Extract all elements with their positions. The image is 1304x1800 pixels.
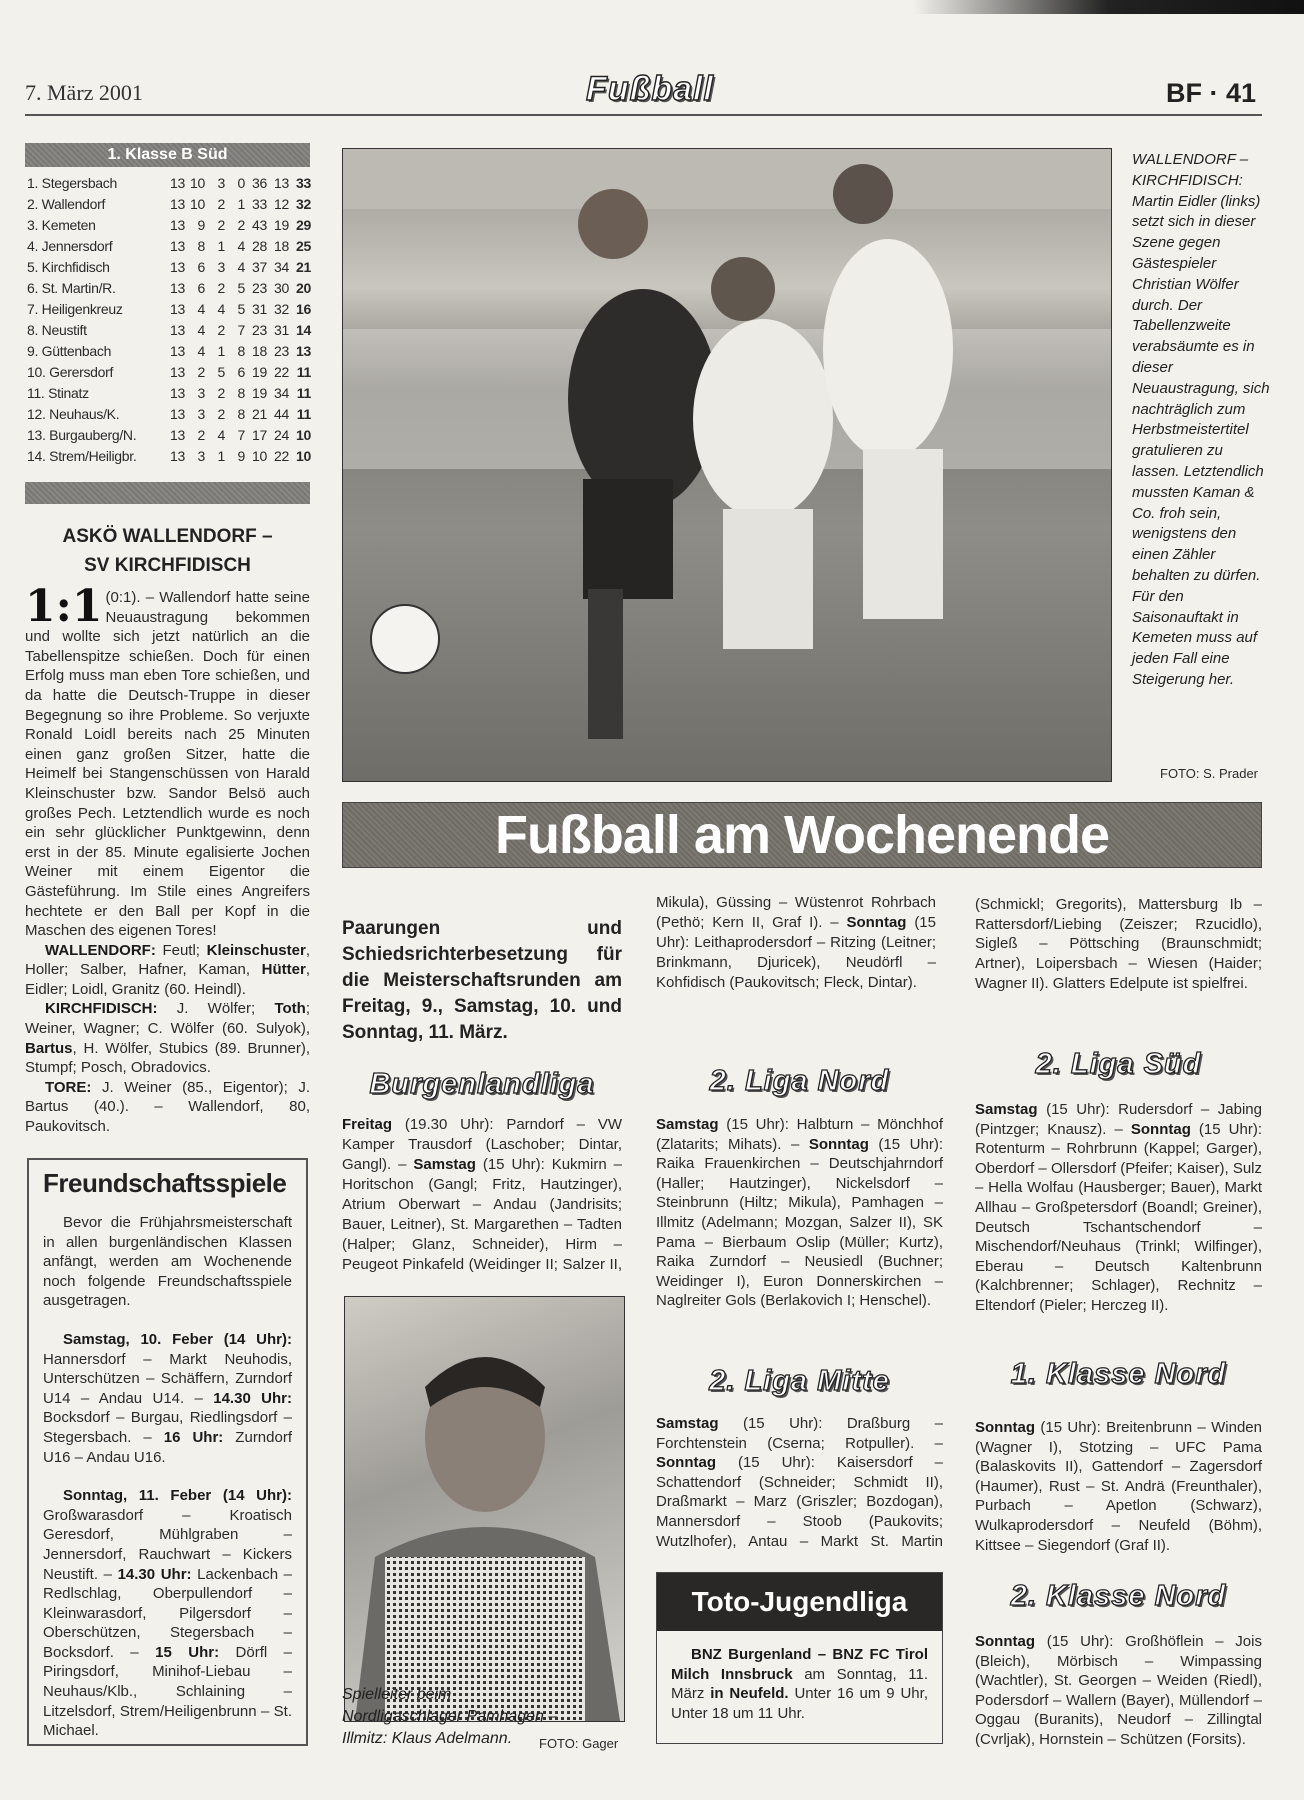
- burgenlandliga-fixtures-part2: [656, 893, 936, 1053]
- stat-cell: 2: [197, 427, 205, 443]
- stat-cell: 22: [274, 448, 289, 464]
- text-segment: (15 Uhr): Großhöflein – Jois (Bleich), Mörbisch – Wimpassing (Wachtler), St. Georgen – Weiden (Riedl), Podersdorf – Wallern (Bayer), Müllendorf – Oggau (Buranits), Neudorf – Zillingtal (Cvrljak), Hornstein – Schützen (Forsits).: [975, 1633, 1262, 1748]
- stat-cell: 33: [252, 196, 267, 212]
- liga-sued-fixtures: [975, 1100, 1262, 1316]
- stat-cell: 28: [252, 238, 267, 254]
- table-row: [27, 215, 310, 236]
- liga-mitte-heading: 2. Liga Mitte: [709, 1365, 890, 1397]
- stat-cell: 2: [197, 364, 205, 380]
- stat-cell: 13: [170, 406, 185, 422]
- team-name: 7. Heiligenkreuz: [27, 301, 123, 317]
- table-row: [27, 257, 310, 278]
- paragraph: [671, 1645, 928, 1723]
- paragraph: [43, 1486, 292, 1741]
- points: 11: [296, 385, 311, 401]
- liga-mitte-fixtures-part2: [975, 895, 1262, 1015]
- stat-cell: 24: [274, 427, 289, 443]
- text-segment: (0:1). – Wallendorf hatte seine Neuaustragung bekommen und wollte sich jetzt natürlich an die Tabellenspitze schießen. Doch für einen Erfolg muss man eben Tore schießen, und da hatte die Deutsch-Truppe in dieser Begegnung so ihre Probleme. So verjuxte Ronald Loidl bereits nach 25 Minuten einen ganz großen Sitzer, hatte die Heimelf bei Stangenschüssen von Harald Kleinschuster bzw. Sandor Belsö auch großes Pech. Letztendlich wurde es noch ein sehr glücklicher Punktgewinn, denn erst in der 85. Minute egalisierte Jochen Weiner mit einem Eigentor die Gästeführung. Im Stile eines Angreifers hechtete er den Ball per Kopf in die Maschen des eigenen Tores!: [25, 589, 310, 940]
- paragraph: [25, 941, 310, 1000]
- stat-cell: 1: [217, 448, 225, 464]
- paragraph: [25, 581, 310, 941]
- stat-cell: 31: [274, 322, 289, 338]
- text-segment: (15 Uhr): Rotenturm – Rohrbrunn (Kappel; Garger), Oberdorf – Ollersdorf (Pfeifer; Kaiser), Sulz – Hella Wolfau (Hausberger; Bauer), Markt Allhau – Großpetersdorf (Boandl; Greiner), Deutsch Tschantschendorf – Mischendorf/Neuhaus (Trinkl; Wilfinger), Eberau – Deutsch Kaltenbrunn (Kalchbrenner; Schlager), Rechnitz – Eltendorf (Pieler; Herczeg II).: [975, 1120, 1262, 1314]
- table-row: [27, 278, 310, 299]
- referee-photo-image: [345, 1297, 624, 1721]
- stat-cell: 13: [170, 385, 185, 401]
- paragraph: [975, 895, 1262, 993]
- headline-line-1: ASKÖ WALLENDORF –: [62, 526, 273, 547]
- stat-cell: 10: [190, 196, 205, 212]
- points: 25: [296, 238, 311, 254]
- stat-cell: 17: [252, 427, 267, 443]
- stat-cell: 23: [274, 343, 289, 359]
- text-segment: Bevor die Frühjahrsmeisterschaft in allen burgenländischen Klassen anfängt, werden am Wochenende noch folgende Freundschaftsspiele ausgetragen.: [43, 1214, 292, 1310]
- stat-cell: 8: [237, 343, 245, 359]
- stat-cell: 0: [237, 175, 245, 191]
- team-name: 4. Jennersdorf: [27, 238, 113, 254]
- stat-cell: 7: [237, 427, 245, 443]
- table-row: [27, 362, 310, 383]
- bold-text: Sonntag: [808, 1135, 869, 1153]
- article-headline: [25, 522, 310, 580]
- stat-cell: 22: [274, 364, 289, 380]
- stat-cell: 13: [170, 217, 185, 233]
- stat-cell: 13: [170, 322, 185, 338]
- points: 11: [296, 406, 311, 422]
- text-segment: Bocksdorf – Burgau, Riedlingsdorf – Stegersbach. –: [43, 1409, 292, 1446]
- team-name: 2. Wallendorf: [27, 196, 106, 212]
- stat-cell: 9: [237, 448, 245, 464]
- text-segment: Zurndorf U16 – Andau U16.: [43, 1428, 292, 1466]
- stat-cell: 13: [170, 196, 185, 212]
- stat-cell: 3: [197, 385, 205, 401]
- stat-cell: 23: [252, 280, 267, 296]
- headline-line-2: SV KIRCHFIDISCH: [84, 555, 251, 576]
- stat-cell: 10: [190, 175, 205, 191]
- bold-text: TORE:: [45, 1078, 92, 1096]
- paragraph: [43, 1330, 292, 1467]
- stat-cell: 3: [217, 175, 225, 191]
- stat-cell: 3: [197, 448, 205, 464]
- standings-title: 1. Klasse B Süd: [25, 143, 310, 167]
- bold-text: 14.30 Uhr:: [213, 1389, 292, 1407]
- stat-cell: 4: [197, 301, 205, 317]
- paragraph: [975, 1632, 1262, 1750]
- match-photo: [342, 148, 1112, 782]
- team-name: 13. Burgauberg/N.: [27, 427, 137, 443]
- team-name: 9. Güttenbach: [27, 343, 112, 359]
- points: 13: [296, 343, 311, 359]
- text-segment: (15 Uhr): Breitenbrunn – Winden (Wagner I), Stotzing – UFC Pama (Balaskovits II), Gattendorf – Zagersdorf (Haumer), Rust – St. Andrä (Freunthaler), Purbach – Apetlon (Schwarz), Wulkaprodersdorf – Neufeld (Böhm), Kittsee – Siegendorf (Graf II).: [975, 1419, 1262, 1554]
- fixtures-intro: Paarungen und Schiedsrichterbesetzung für die Meisterschaftsrunden am Freitag, 9., Samstag, 10. und Sonntag, 11. März.: [342, 918, 622, 1043]
- stat-cell: 8: [237, 385, 245, 401]
- liga-mitte-fixtures-part1: [656, 1414, 943, 1554]
- stat-cell: 4: [197, 322, 205, 338]
- text-segment: (15 Uhr): Draßburg – Forchtenstein (Cserna; Rotpuller). –: [656, 1415, 943, 1452]
- text-segment: , Holler; Salber, Hafner, Kaman,: [25, 941, 310, 979]
- stat-cell: 5: [237, 280, 245, 296]
- stat-cell: 8: [197, 238, 205, 254]
- stat-cell: 1: [217, 238, 225, 254]
- team-name: 14. Strem/Heiligbr.: [27, 448, 137, 464]
- article-body: [25, 581, 310, 1137]
- paragraph: [25, 1078, 310, 1137]
- team-name: 12. Neuhaus/K.: [27, 406, 120, 422]
- points: 21: [296, 259, 311, 275]
- table-row: [27, 341, 310, 362]
- match-photo-image: [343, 149, 1111, 781]
- bold-text: Sonntag, 11. Feber (14 Uhr):: [63, 1487, 292, 1505]
- stat-cell: 18: [252, 343, 267, 359]
- text-segment: Hannersdorf – Markt Neuhodis, Unterschützen – Schäffern, Zurndorf U14 – Andau U14. –: [43, 1350, 292, 1407]
- stat-cell: 31: [252, 301, 267, 317]
- table-row: [27, 404, 310, 425]
- stat-cell: 4: [217, 427, 225, 443]
- section-title: Fußball: [586, 70, 714, 108]
- points: 32: [296, 196, 311, 212]
- stat-cell: 13: [170, 238, 185, 254]
- match-photo-caption: WALLENDORF – KIRCHFIDISCH: Martin Eidler (links) setzt sich in dieser Szene gegen Gästespieler Christian Wölfer durch. Der Tabellenzweite verabsäumte es in dieser Neuaustragung, sich nachträglich zum Herbstmeistertitel gratulieren zu lassen. Letztendlich mussten Kaman & Co. froh sein, wenigstens den einen Zähler behalten zu dürfen. Für den Saisonauftakt in Kemeten muss auf jeden Fall eine Steigerung her.: [1132, 151, 1270, 688]
- header-rule: [25, 114, 1262, 116]
- team-name: 8. Neustift: [27, 322, 87, 338]
- bold-text: Samstag: [975, 1101, 1038, 1118]
- text-segment: , Eidler; Loidl, Granitz (60. Heindl).: [25, 961, 310, 998]
- table-row: [27, 236, 310, 257]
- text-segment: Dörfl – Piringsdorf, Minihof-Liebau – Neuhaus/Klb., Schlaining – Litzelsdorf, Strem/Heiligenbrunn – St. Michael.: [43, 1643, 292, 1740]
- stat-cell: 13: [170, 259, 185, 275]
- liga-nord-heading: 2. Liga Nord: [709, 1065, 890, 1097]
- points: 33: [296, 175, 311, 191]
- stat-cell: 9: [197, 217, 205, 233]
- stat-cell: 13: [170, 343, 185, 359]
- stat-cell: 32: [274, 301, 289, 317]
- stat-cell: 2: [217, 322, 225, 338]
- paragraph: [43, 1213, 292, 1311]
- text-segment: Lackenbach – Redlschlag, Oberpullendorf – Kleinwarasdorf, Pilgersdorf – Oberschützen, Stegersbach – Bocksdorf. –: [43, 1565, 292, 1661]
- bold-text: Sonntag: [846, 914, 907, 931]
- stat-cell: 4: [197, 343, 205, 359]
- text-segment: (15 Uhr): Kaisersdorf – Schattendorf (Schneider; Schmidt II), Draßmarkt – Marz (Griszler; Bozdogan), Mannersdorf – Stoob (Paukovits; Wutzlhofer), Antau – Markt St. Martin: [656, 1454, 943, 1550]
- text-segment: Großwarasdorf – Kroatisch Geresdorf, Mühlgraben – Jennersdorf, Rauchwart – Kickers Neustift. –: [43, 1506, 292, 1583]
- stat-cell: 13: [170, 448, 185, 464]
- liga-nord-fixtures: [656, 1115, 943, 1311]
- stat-cell: 2: [217, 385, 225, 401]
- bold-text: 15 Uhr:: [155, 1643, 220, 1661]
- stat-cell: 13: [170, 175, 185, 191]
- bold-text: BNZ Burgenland – BNZ FC Tirol Milch Innsbruck: [671, 1646, 928, 1683]
- team-name: 5. Kirchfidisch: [27, 259, 110, 275]
- stat-cell: 4: [217, 301, 225, 317]
- stat-cell: 1: [217, 343, 225, 359]
- points: 10: [296, 427, 311, 443]
- match-score: 1:1: [25, 581, 103, 632]
- stat-cell: 30: [274, 280, 289, 296]
- stat-cell: 23: [252, 322, 267, 338]
- stat-cell: 2: [217, 280, 225, 296]
- stat-cell: 6: [197, 259, 205, 275]
- stat-cell: 2: [217, 406, 225, 422]
- points: 20: [296, 280, 311, 296]
- bold-text: Sonntag: [975, 1419, 1035, 1436]
- bold-text: Sonntag: [656, 1454, 716, 1472]
- table-row: [27, 383, 310, 404]
- stat-cell: 10: [252, 448, 267, 464]
- team-name: 1. Stegersbach: [27, 175, 117, 191]
- table-row: [27, 299, 310, 320]
- stat-cell: 2: [217, 217, 225, 233]
- stat-cell: 36: [252, 175, 267, 191]
- bold-text: WALLENDORF:: [45, 941, 156, 959]
- paragraph: [342, 1115, 622, 1275]
- team-name: 11. Stinatz: [27, 385, 89, 401]
- toto-title: Toto-Jugendliga: [657, 1573, 942, 1631]
- stat-cell: 8: [237, 406, 245, 422]
- paragraph: [25, 999, 310, 1077]
- bold-text: Sonntag: [975, 1633, 1035, 1650]
- table-row: [27, 320, 310, 341]
- stat-cell: 12: [274, 196, 289, 212]
- points: 10: [296, 448, 311, 464]
- liga-sued-heading: 2. Liga Süd: [1035, 1048, 1202, 1080]
- team-name: 3. Kemeten: [27, 217, 96, 233]
- points: 14: [296, 322, 311, 338]
- text-segment: (19.30 Uhr): Parndorf – VW Kamper Trausdorf (Laschober; Dintar, Gangl). –: [342, 1116, 622, 1173]
- stat-cell: 19: [252, 364, 267, 380]
- points: 16: [296, 301, 311, 317]
- text-segment: (Schmickl; Gregorits), Mattersburg Ib – Rattersdorf/Liebing (Zeiszer; Rzucidlo), Sigleß – Pöttsching (Braunschmidt; Artner), Loipersbach – Wiesen (Haider; Wagner II). Glatters Edelpute ist spielfrei.: [975, 896, 1262, 992]
- stat-cell: 34: [274, 259, 289, 275]
- page-edge: [0, 0, 1304, 14]
- stat-cell: 18: [274, 238, 289, 254]
- stat-cell: 13: [170, 301, 185, 317]
- weekend-banner: Fußball am Wochenende: [342, 802, 1262, 868]
- page-number: BF · 41: [1165, 78, 1256, 108]
- klasse2-nord-fixtures: [975, 1632, 1262, 1750]
- points: 11: [296, 364, 311, 380]
- stat-cell: 37: [252, 259, 267, 275]
- stat-cell: 34: [274, 385, 289, 401]
- paragraph: [975, 1418, 1262, 1555]
- paragraph: [656, 1115, 943, 1311]
- team-name: 6. St. Martin/R.: [27, 280, 116, 296]
- paragraph: [656, 1414, 943, 1554]
- issue-date: 7. März 2001: [25, 80, 143, 105]
- text-segment: (15 Uhr): Rudersdorf – Jabing (Pintzger; Knausz). –: [975, 1101, 1262, 1138]
- referee-photo-credit: FOTO: Gager: [539, 1736, 619, 1751]
- friendly-title: Freundschaftsspiele: [43, 1168, 287, 1198]
- referee-photo: [344, 1296, 625, 1722]
- table-row: [27, 173, 310, 194]
- bold-text: Hütter: [261, 961, 306, 979]
- bold-text: KIRCHFIDISCH:: [45, 1000, 158, 1018]
- stat-cell: 4: [237, 259, 245, 275]
- burgenlandliga-heading: Burgenlandliga: [369, 1068, 595, 1100]
- standings-footer-bar: [25, 482, 310, 504]
- toto-jugendliga-box: [656, 1572, 943, 1744]
- friendly-matches-box: [27, 1158, 308, 1746]
- bold-text: 14.30 Uhr:: [117, 1565, 192, 1583]
- match-photo-credit: FOTO: S. Prader: [1160, 766, 1259, 781]
- stat-cell: 6: [197, 280, 205, 296]
- bold-text: Sonntag: [1130, 1120, 1191, 1138]
- stat-cell: 4: [237, 238, 245, 254]
- table-row: [27, 425, 310, 446]
- text-segment: , H. Wölfer, Stubics (89. Brunner), Stumpf; Posch, Obradovics.: [25, 1039, 310, 1077]
- klasse1-nord-fixtures: [975, 1418, 1262, 1555]
- text-segment: (15 Uhr): Halbturn – Mönchhof (Zlatarits; Mihats). –: [656, 1116, 943, 1153]
- text-segment: Feutl;: [155, 941, 207, 959]
- stat-cell: 43: [252, 217, 267, 233]
- stat-cell: 5: [217, 364, 225, 380]
- bold-text: Samstag: [656, 1415, 719, 1432]
- stat-cell: 7: [237, 322, 245, 338]
- table-row: [27, 194, 310, 215]
- klasse1-nord-heading: 1. Klasse Nord: [1010, 1358, 1227, 1390]
- bold-text: Samstag: [656, 1116, 719, 1133]
- bold-text: Freitag: [342, 1116, 393, 1133]
- table-row: [27, 446, 310, 467]
- points: 29: [296, 217, 311, 233]
- stat-cell: 19: [274, 217, 289, 233]
- stat-cell: 2: [237, 217, 245, 233]
- stat-cell: 5: [237, 301, 245, 317]
- text-segment: am Sonntag, 11. März: [671, 1665, 928, 1703]
- bold-text: Samstag: [413, 1156, 476, 1173]
- bold-text: Kleinschuster: [206, 941, 306, 959]
- text-segment: (15 Uhr): Kukmirn – Horitschon (Gangl; Fritz, Hautzinger), Atrium Oberwart – Andau (Jandrisits; Bauer, Leitner), St. Margarethen – Tadten (Halper; Glanz, Schneider), Hirm – Peugeot Pinkafeld (Weidinger II; Salzer II,: [342, 1156, 622, 1273]
- paragraph: [975, 1100, 1262, 1316]
- text-segment: (15 Uhr): Leithaprodersdorf – Ritzing (Leitner; Brinkmann, Djuricek), Neudörfl – Kohfidisch (Paukovitsch; Fleck, Dintar).: [656, 914, 936, 991]
- stat-cell: 13: [170, 280, 185, 296]
- stat-cell: 3: [217, 259, 225, 275]
- bold-text: 16 Uhr:: [163, 1428, 224, 1446]
- text-segment: Unter 16 um 9 Uhr, Unter 18 um 11 Uhr.: [671, 1685, 928, 1722]
- stat-cell: 3: [197, 406, 205, 422]
- text-segment: J. Wölfer;: [157, 1000, 275, 1018]
- stat-cell: 13: [170, 427, 185, 443]
- klasse2-nord-heading: 2. Klasse Nord: [1010, 1580, 1227, 1612]
- stat-cell: 13: [170, 364, 185, 380]
- referee-photo-caption: Spielleiter beim Nordligaschlager Pamhagen – Illmitz: Klaus Adelmann.: [342, 1686, 558, 1747]
- text-segment: ; Weiner, Wagner; C. Wölfer (60. Sulyok),: [25, 1000, 310, 1038]
- standings-table: [27, 173, 310, 467]
- text-segment: (15 Uhr): Raika Frauenkirchen – Deutschjahrndorf (Haller; Hautzinger), Nickelsdorf – Steinbrunn (Hiltz; Mikula), Pamhagen – Illmitz (Adelmann; Mozgan, Salzer II), SK Pama – Bierbaum Oslip (Müller; Kurtz), Raika Zurndorf – Neusiedl (Buchner; Weidinger I), Euron Donnerskirchen – Naglreiter Gols (Berlakovich I; Henschel).: [656, 1135, 943, 1310]
- stat-cell: 2: [217, 196, 225, 212]
- paragraph: [656, 893, 936, 993]
- bold-text: Samstag, 10. Feber (14 Uhr):: [63, 1330, 292, 1348]
- stat-cell: 13: [274, 175, 289, 191]
- stat-cell: 44: [274, 406, 289, 422]
- bold-text: Bartus: [25, 1039, 73, 1057]
- team-name: 10. Gerersdorf: [27, 364, 114, 380]
- bold-text: Toth: [274, 1000, 306, 1018]
- stat-cell: 21: [252, 406, 267, 422]
- text-segment: Mikula), Güssing – Wüstenrot Rohrbach (Pethö; Kern II, Graf I). –: [656, 894, 936, 931]
- bold-text: in Neufeld.: [710, 1685, 789, 1703]
- stat-cell: 6: [237, 364, 245, 380]
- stat-cell: 1: [237, 196, 245, 212]
- text-segment: J. Weiner (85., Eigentor); J. Bartus (40.). – Wallendorf, 80, Paukovitsch.: [25, 1078, 310, 1136]
- stat-cell: 19: [252, 385, 267, 401]
- burgenlandliga-fixtures-part1: [342, 1115, 622, 1275]
